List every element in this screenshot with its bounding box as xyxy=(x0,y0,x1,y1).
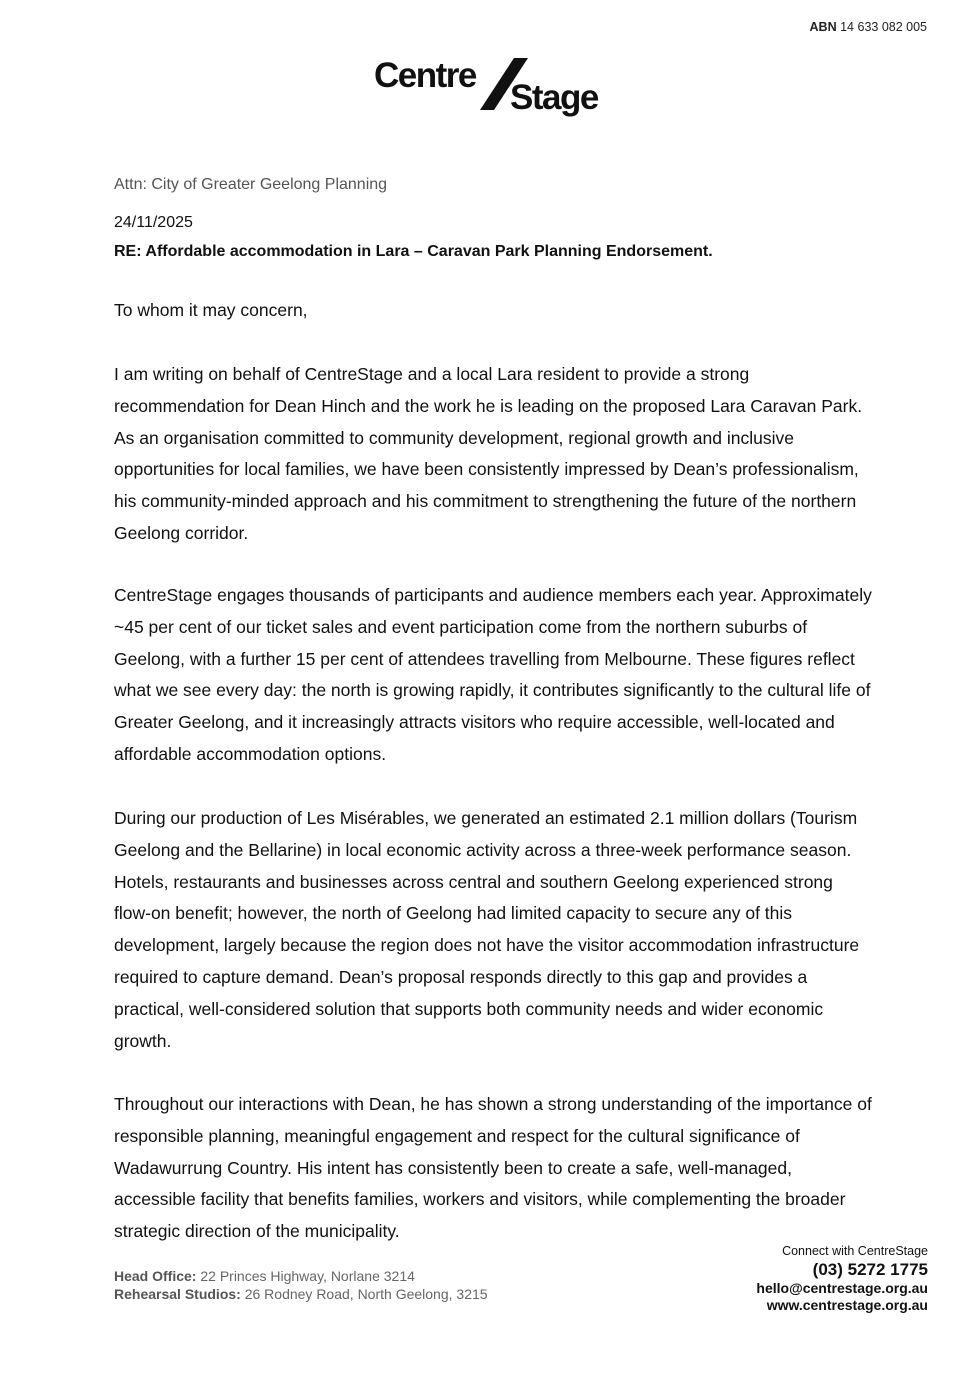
centrestage-logo xyxy=(372,54,612,124)
website-link[interactable]: www.centrestage.org.au xyxy=(766,1297,928,1313)
connect-label: Connect with CentreStage xyxy=(782,1244,928,1258)
abn-number: 14 633 082 005 xyxy=(840,20,927,34)
salutation: To whom it may concern, xyxy=(114,300,308,320)
letter-date: 24/11/2025 xyxy=(114,214,193,231)
head-office-address: 22 Princes Highway, Norlane 3214 xyxy=(200,1268,415,1284)
attention-line: Attn: City of Greater Geelong Planning xyxy=(114,176,388,193)
head-office-label: Head Office: xyxy=(114,1268,197,1284)
body-paragraph-1: I am writing on behalf of CentreStage and a local Lara resident to provide a strong recommendation for Dean Hinch and the work he is leading on the proposed Lara Caravan Park. As an organisation committed to community development, regional growth and inclusive opportunities for local families, we have been consistently impressed by Dean’s professionalism, his community-minded approach and his commitment to strengthening the future of the northern Geelong corridor. xyxy=(114,364,863,543)
abn-label: ABN xyxy=(809,20,837,34)
logo-word-stage: Stage xyxy=(510,78,598,117)
body-paragraph-2: CentreStage engages thousands of participants and audience members each year. Approximately ~45 per cent of our ticket sales and event participation come from the northern suburbs of Geelong, with a further 15 per cent of attendees travelling from Melbourne. These figures reflect what we see every day: the north is growing rapidly, it contributes significantly to the cultural life of Greater Geelong, and it increasingly attracts visitors who require accessible, well-located and affordable accommodation options. xyxy=(114,585,872,764)
logo-word-centre: Centre xyxy=(374,56,476,95)
rehearsal-studios-address: 26 Rodney Road, North Geelong, 3215 xyxy=(244,1286,488,1302)
abn-line xyxy=(810,20,927,34)
head-office-line xyxy=(114,1267,488,1285)
email-link[interactable]: hello@centrestage.org.au xyxy=(756,1280,928,1296)
phone-number: (03) 5272 1775 xyxy=(812,1260,928,1279)
body-paragraph-3: During our production of Les Misérables, we generated an estimated 2.1 million dollars (Tourism Geelong and the Bellarine) in local economic activity across a three-week performance season. Hotels, restaurants and businesses across central and southern Geelong experienced strong flow-on benefit; however, the north of Geelong had limited capacity to secure any of this development, largely because the region does not have the visitor accommodation infrastructure required to capture demand. Dean’s proposal responds directly to this gap and provides a practical, well-considered solution that supports both community needs and wider economic growth. xyxy=(114,808,860,1051)
subject-line: RE: Affordable accommodation in Lara – Caravan Park Planning Endorsement. xyxy=(114,243,713,260)
rehearsal-studios-label: Rehearsal Studios: xyxy=(114,1286,241,1302)
body-paragraph-4: Throughout our interactions with Dean, he has shown a strong understanding of the importance of responsible planning, meaningful engagement and respect for the cultural significance of Wadawurrung Country. His intent has consistently been to create a safe, well-managed, accessible facility that benefits families, workers and visitors, while complementing the broader strategic direction of the municipality. xyxy=(114,1094,872,1242)
rehearsal-studios-line xyxy=(114,1285,488,1303)
footer-addresses xyxy=(114,1267,488,1303)
footer-contact xyxy=(756,1243,928,1314)
